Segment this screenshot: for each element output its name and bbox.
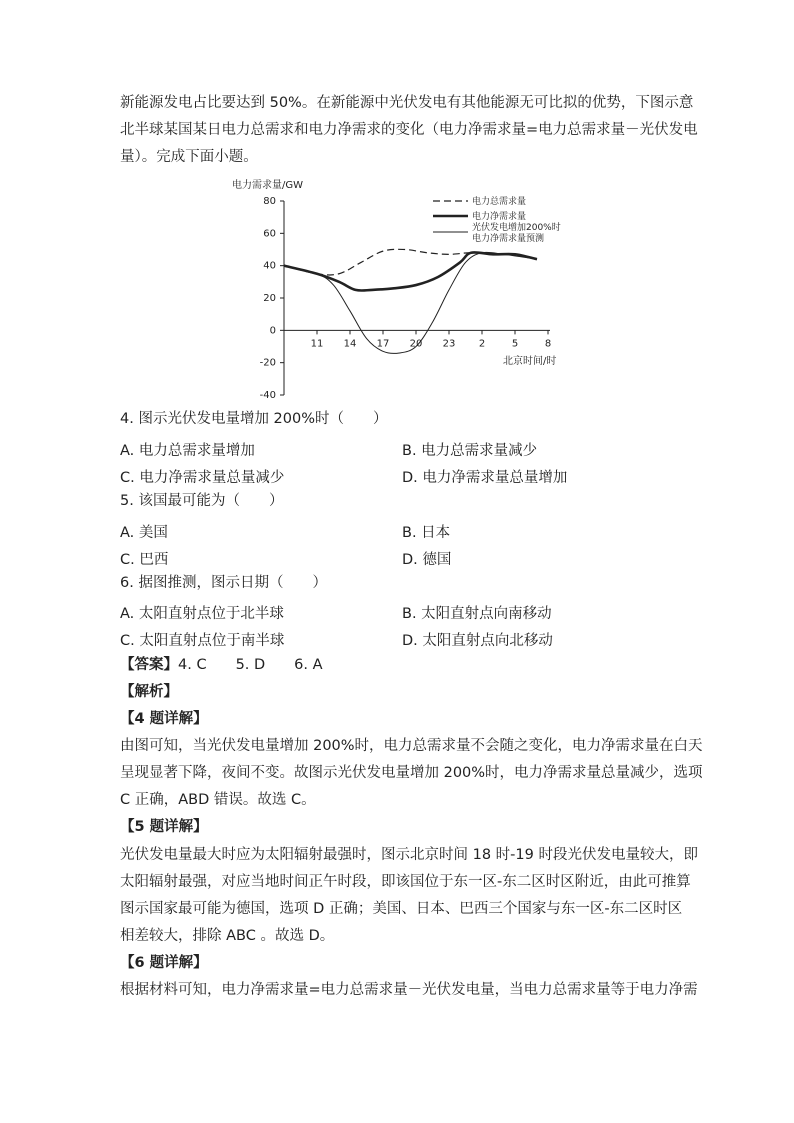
- x-tick-label: 2: [478, 338, 486, 350]
- series-net-demand: [284, 252, 537, 290]
- x-tick-label: 14: [343, 338, 357, 350]
- power-demand-chart: [228, 174, 578, 404]
- intro-line-3: 量）。完成下面小题。: [120, 149, 258, 165]
- q5-option-b: B. 日本: [402, 525, 451, 541]
- legend-total-label: 电力总需求量: [472, 197, 527, 207]
- q5-stem: 5. 该国最可能为（ ）: [120, 493, 284, 509]
- q5-option-c: C. 巴西: [120, 552, 169, 568]
- answer-text: 4. C 5. D 6. A: [178, 657, 323, 673]
- legend-pred-label-2: 电力净需求量预测: [472, 234, 545, 244]
- q5-option-a: A. 美国: [120, 525, 168, 541]
- intro-line-2: 北半球某国某日电力总需求和电力净需求的变化（电力净需求量=电力总需求量－光伏发电: [120, 122, 698, 138]
- y-tick-label: 20: [263, 293, 276, 304]
- intro-line-1: 新能源发电占比要达到 50%。在新能源中光伏发电有其他能源无可比拟的优势，下图示意: [120, 95, 694, 111]
- x-tick-label: 20: [409, 338, 423, 350]
- q6-detail-title: 【6 题详解】: [120, 955, 208, 971]
- q4-stem: 4. 图示光伏发电量增加 200%时（ ）: [120, 411, 388, 427]
- q6-option-c: C. 太阳直射点位于南半球: [120, 633, 285, 649]
- x-tick-label: 8: [544, 338, 552, 350]
- analysis-label: 【解析】: [120, 684, 178, 700]
- y-tick-label: -20: [259, 357, 276, 369]
- q4-detail-line-1: 由图可知，当光伏发电量增加 200%时，电力总需求量不会随之变化，电力净需求量在白天: [120, 738, 703, 754]
- q6-option-b: B. 太阳直射点向南移动: [402, 606, 552, 622]
- q4-detail-title: 【4 题详解】: [120, 711, 208, 727]
- answer-line: [120, 652, 680, 679]
- q6-detail-line-1: 根据材料可知，电力净需求量=电力总需求量－光伏发电量，当电力总需求量等于电力净需: [120, 982, 698, 998]
- q4-option-c: C. 电力净需求量总量减少: [120, 470, 285, 486]
- q5-detail-line-3: 图示国家最可能为德国，选项 D 正确；美国、日本、巴西三个国家与东一区-东二区时区: [120, 901, 683, 917]
- q4-option-d: D. 电力净需求量总量增加: [402, 470, 568, 486]
- x-tick-label: 23: [442, 338, 456, 350]
- x-tick-label: 17: [376, 338, 390, 350]
- y-tick-label: -40: [259, 390, 276, 401]
- x-axis-label: 北京时间/时: [503, 356, 557, 367]
- q6-option-d: D. 太阳直射点向北移动: [402, 633, 553, 649]
- q4-detail-line-3: C 正确，ABD 错误。故选 C。: [120, 792, 316, 808]
- q4-option-a: A. 电力总需求量增加: [120, 443, 255, 459]
- q6-option-a: A. 太阳直射点位于北半球: [120, 606, 284, 622]
- legend-net-label: 电力净需求量: [472, 212, 527, 222]
- legend-pred-label-1: 光伏发电增加200%时: [472, 223, 561, 233]
- q5-option-d: D. 德国: [402, 552, 452, 568]
- q5-detail-line-4: 相差较大，排除 ABC 。故选 D。: [120, 928, 335, 944]
- q4-option-b: B. 电力总需求量减少: [402, 443, 538, 459]
- q5-detail-line-2: 太阳辐射最强，对应当地时间正午时段，即该国位于东一区-东二区时区附近，由此可推算: [120, 874, 691, 890]
- y-axis-label: 电力需求量/GW: [232, 180, 304, 191]
- q5-detail-line-1: 光伏发电量最大时应为太阳辐射最强时，图示北京时间 18 时-19 时段光伏发电量较大，即: [120, 847, 698, 863]
- y-tick-label: 60: [263, 228, 276, 240]
- q5-detail-title: 【5 题详解】: [120, 819, 208, 835]
- x-tick-label: 11: [310, 338, 324, 350]
- x-tick-label: 5: [511, 338, 519, 350]
- answer-label: 【答案】: [120, 657, 178, 673]
- y-tick-label: 0: [269, 325, 276, 337]
- q4-detail-line-2: 呈现显著下降，夜间不变。故图示光伏发电量增加 200%时，电力净需求量总量减少，选项: [120, 765, 703, 781]
- y-tick-label: 40: [263, 260, 276, 272]
- q6-stem: 6. 据图推测，图示日期（ ）: [120, 575, 327, 591]
- y-tick-label: 80: [263, 196, 276, 207]
